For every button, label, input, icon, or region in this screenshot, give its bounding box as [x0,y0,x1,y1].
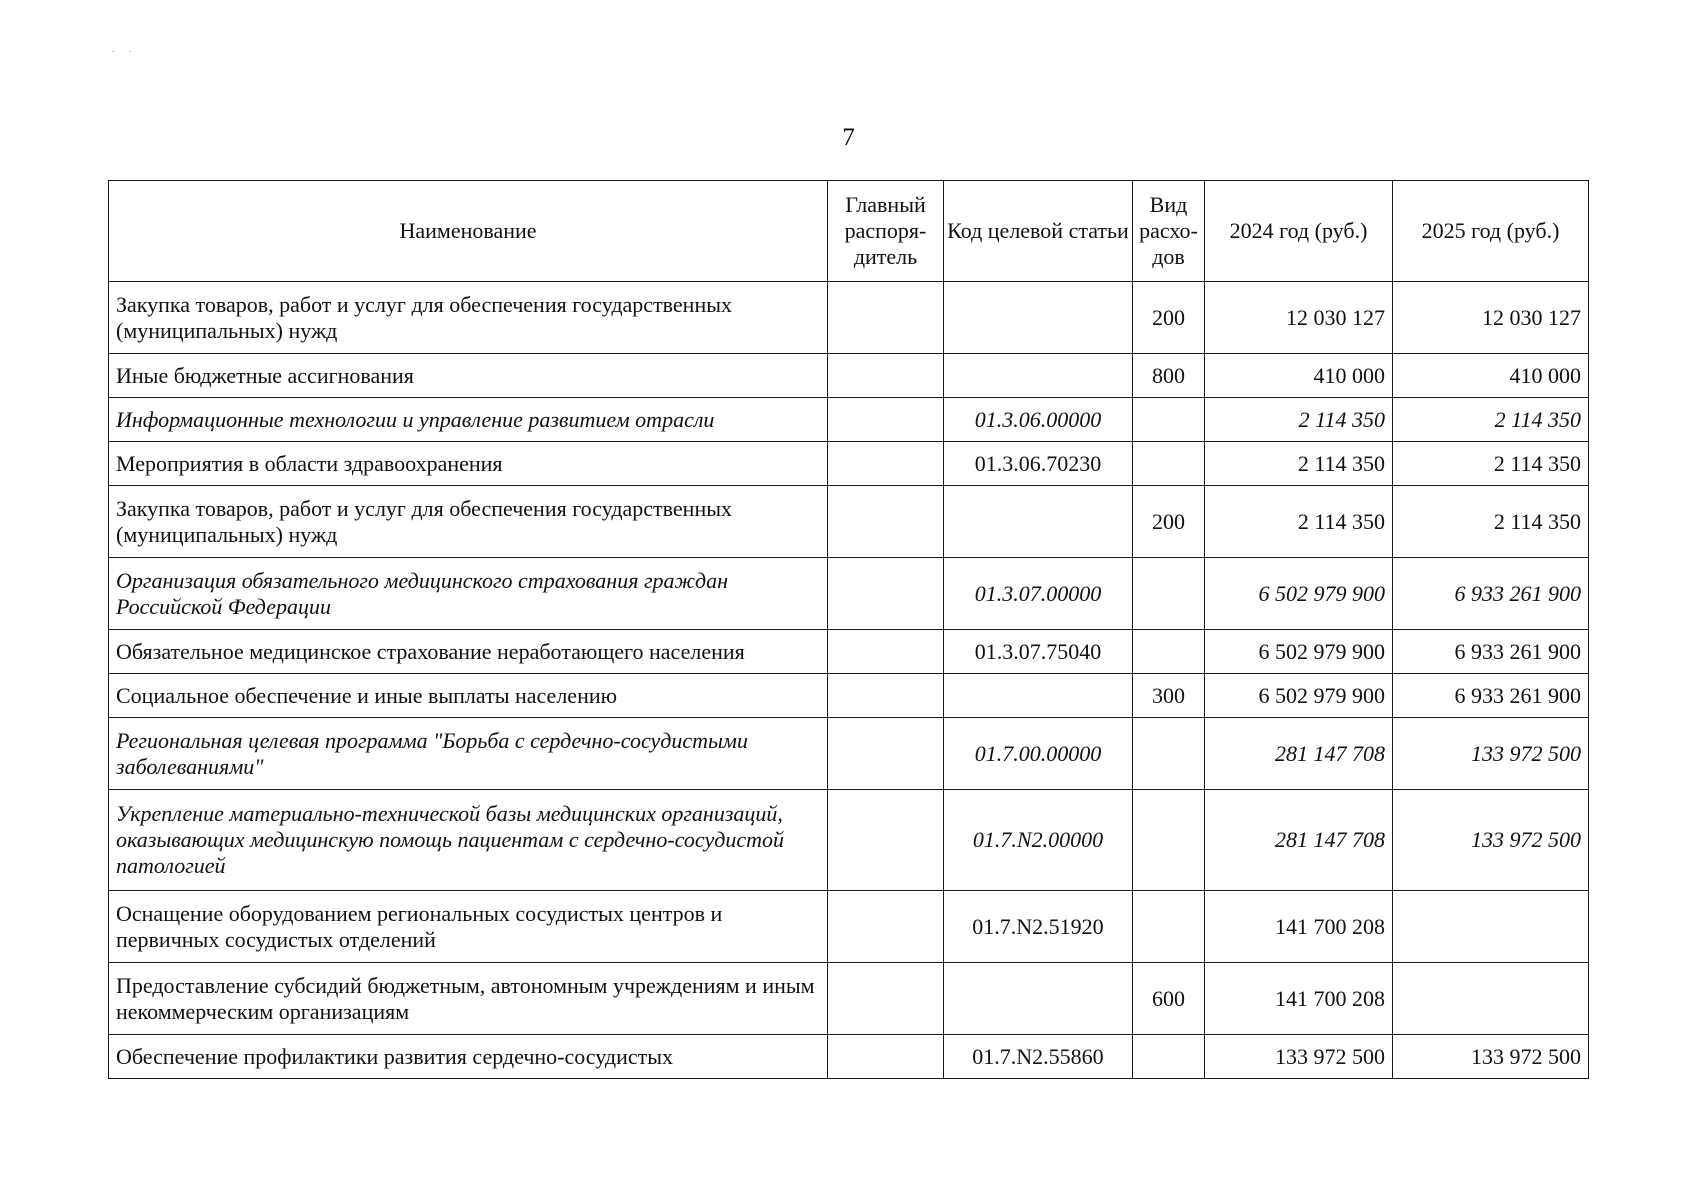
row-2025: 2 114 350 [1393,442,1589,486]
row-admin [828,718,944,790]
table-row [109,1035,1589,1079]
budget-table [108,180,1589,1079]
row-2024: 410 000 [1205,354,1393,398]
row-name: Иные бюджетные ассигнования [109,354,828,398]
row-type [1133,442,1205,486]
table-row [109,718,1589,790]
table-row [109,674,1589,718]
row-type: 200 [1133,282,1205,354]
row-admin [828,1035,944,1079]
row-2025: 133 972 500 [1393,718,1589,790]
table-row [109,790,1589,891]
row-code: 01.3.06.00000 [944,398,1133,442]
row-2024: 6 502 979 900 [1205,674,1393,718]
table-row [109,282,1589,354]
row-2024: 2 114 350 [1205,442,1393,486]
row-admin [828,963,944,1035]
row-code [944,486,1133,558]
row-type [1133,398,1205,442]
row-code: 01.3.07.75040 [944,630,1133,674]
row-code: 01.7.00.00000 [944,718,1133,790]
row-code [944,674,1133,718]
header-2025: 2025 год (руб.) [1393,181,1589,282]
row-2025: 6 933 261 900 [1393,674,1589,718]
row-code [944,282,1133,354]
row-2024: 141 700 208 [1205,891,1393,963]
row-type: 300 [1133,674,1205,718]
row-type [1133,718,1205,790]
table-row [109,398,1589,442]
row-name: Обеспечение профилактики развития сердечно-сосудистых [109,1035,828,1079]
scan-specks: . . [112,44,138,55]
row-code: 01.7.N2.55860 [944,1035,1133,1079]
table-row [109,891,1589,963]
row-2025: 6 933 261 900 [1393,630,1589,674]
header-code: Код целевой статьи [944,181,1133,282]
row-name: Оснащение оборудованием региональных сосудистых центров и первичных сосудистых отделений [109,891,828,963]
row-2024: 281 147 708 [1205,718,1393,790]
row-2025: 12 030 127 [1393,282,1589,354]
row-2025: 133 972 500 [1393,790,1589,891]
header-2024: 2024 год (руб.) [1205,181,1393,282]
row-admin [828,674,944,718]
row-2024: 141 700 208 [1205,963,1393,1035]
row-code: 01.3.06.70230 [944,442,1133,486]
row-type: 800 [1133,354,1205,398]
row-type [1133,558,1205,630]
row-name: Закупка товаров, работ и услуг для обеспечения государственных (муниципальных) нужд [109,486,828,558]
row-code [944,963,1133,1035]
row-name: Предоставление субсидий бюджетным, автономным учреждениям и иным некоммерческим организациям [109,963,828,1035]
row-name: Социальное обеспечение и иные выплаты населению [109,674,828,718]
row-name: Организация обязательного медицинского страхования граждан Российской Федерации [109,558,828,630]
header-type: Вид расхо-дов [1133,181,1205,282]
row-name: Информационные технологии и управление развитием отрасли [109,398,828,442]
row-code: 01.3.07.00000 [944,558,1133,630]
row-2024: 133 972 500 [1205,1035,1393,1079]
row-2025 [1393,963,1589,1035]
row-2025: 2 114 350 [1393,398,1589,442]
table-row [109,963,1589,1035]
row-2025 [1393,891,1589,963]
row-type: 200 [1133,486,1205,558]
row-2024: 2 114 350 [1205,486,1393,558]
header-name: Наименование [109,181,828,282]
table-row [109,354,1589,398]
row-code [944,354,1133,398]
row-2025: 2 114 350 [1393,486,1589,558]
header-admin: Главный распоря-дитель [828,181,944,282]
row-code: 01.7.N2.51920 [944,891,1133,963]
row-type [1133,630,1205,674]
table-row [109,442,1589,486]
row-type [1133,790,1205,891]
row-admin [828,442,944,486]
row-2024: 2 114 350 [1205,398,1393,442]
row-admin [828,891,944,963]
row-name: Закупка товаров, работ и услуг для обеспечения государственных (муниципальных) нужд [109,282,828,354]
row-2024: 12 030 127 [1205,282,1393,354]
row-admin [828,486,944,558]
table-row [109,630,1589,674]
row-name: Мероприятия в области здравоохранения [109,442,828,486]
row-name: Укрепление материально-технической базы медицинских организаций, оказывающих медицинскую помощь пациентам с сердечно-сосудистой патологией [109,790,828,891]
page-number: 7 [842,124,855,151]
row-type: 600 [1133,963,1205,1035]
row-name: Региональная целевая программа "Борьба с сердечно-сосудистыми заболеваниями" [109,718,828,790]
row-2025: 410 000 [1393,354,1589,398]
row-admin [828,398,944,442]
row-2024: 6 502 979 900 [1205,558,1393,630]
row-admin [828,790,944,891]
row-admin [828,558,944,630]
table-header-row [109,181,1589,282]
row-name: Обязательное медицинское страхование неработающего населения [109,630,828,674]
row-type [1133,891,1205,963]
row-admin [828,354,944,398]
row-type [1133,1035,1205,1079]
row-2024: 281 147 708 [1205,790,1393,891]
row-admin [828,282,944,354]
table-row [109,558,1589,630]
row-2024: 6 502 979 900 [1205,630,1393,674]
row-admin [828,630,944,674]
table-row [109,486,1589,558]
row-2025: 6 933 261 900 [1393,558,1589,630]
row-code: 01.7.N2.00000 [944,790,1133,891]
row-2025: 133 972 500 [1393,1035,1589,1079]
